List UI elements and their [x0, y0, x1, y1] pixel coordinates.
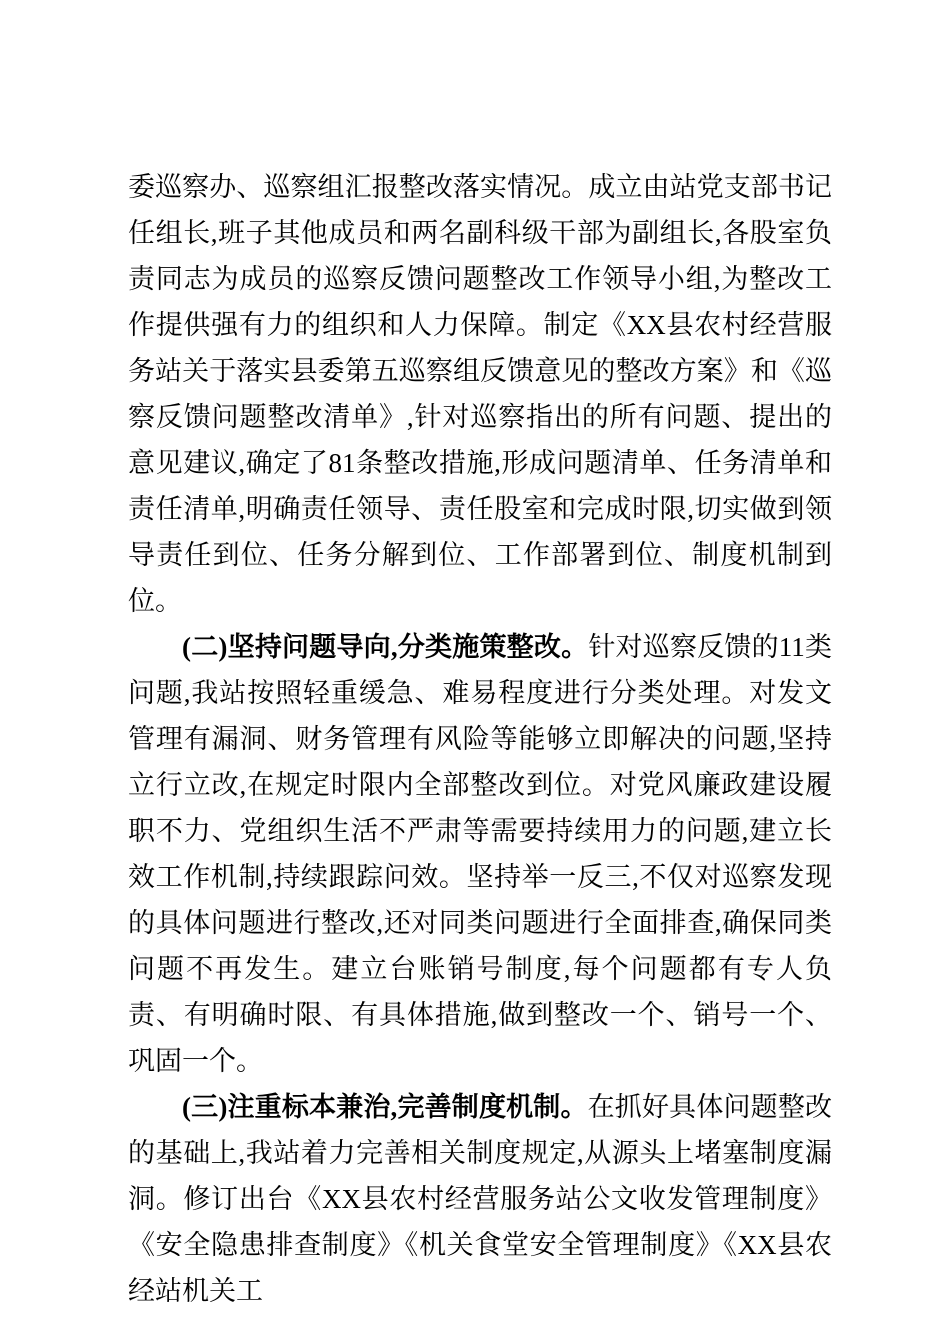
- paragraph-continuation: [128, 164, 832, 624]
- paragraph-section-3: [128, 1084, 832, 1314]
- document-text-block: [128, 164, 832, 1314]
- paragraph-section-2: [128, 624, 832, 1084]
- section-2-heading: (二)坚持问题导向,分类施策整改。: [182, 632, 589, 662]
- section-2-body-text: 针对巡察反馈的11类问题,我站按照轻重缓急、难易程度进行分类处理。对发文管理有漏洞、财务管理有风险等能够立即解决的问题,坚持立行立改,在规定时限内全部整改到位。对党风廉政建设履职不力、党组织生活不严肃等需要持续用力的问题,建立长效工作机制,持续跟踪问效。坚持举一反三,不仅对巡察发现的具体问题进行整改,还对同类问题进行全面排查,确保同类问题不再发生。建立台账销号制度,每个问题都有专人负责、有明确时限、有具体措施,做到整改一个、销号一个、巩固一个。: [128, 632, 832, 1076]
- section-3-heading: (三)注重标本兼治,完善制度机制。: [182, 1092, 588, 1122]
- section-3-body-text: 在抓好具体问题整改的基础上,我站着力完善相关制度规定,从源头上堵塞制度漏洞。修订出台《XX县农村经营服务站公文收发管理制度》《安全隐患排查制度》《机关食堂安全管理制度》《XX县农经站机关工: [128, 1092, 833, 1306]
- paragraph-continuation-text: 委巡察办、巡察组汇报整改落实情况。成立由站党支部书记任组长,班子其他成员和两名副科级干部为副组长,各股室负责同志为成员的巡察反馈问题整改工作领导小组,为整改工作提供强有力的组织和人力保障。制定《XX县农村经营服务站关于落实县委第五巡察组反馈意见的整改方案》和《巡察反馈问题整改清单》,针对巡察指出的所有问题、提出的意见建议,确定了81条整改措施,形成问题清单、任务清单和责任清单,明确责任领导、责任股室和完成时限,切实做到领导责任到位、任务分解到位、工作部署到位、制度机制到位。: [128, 172, 832, 616]
